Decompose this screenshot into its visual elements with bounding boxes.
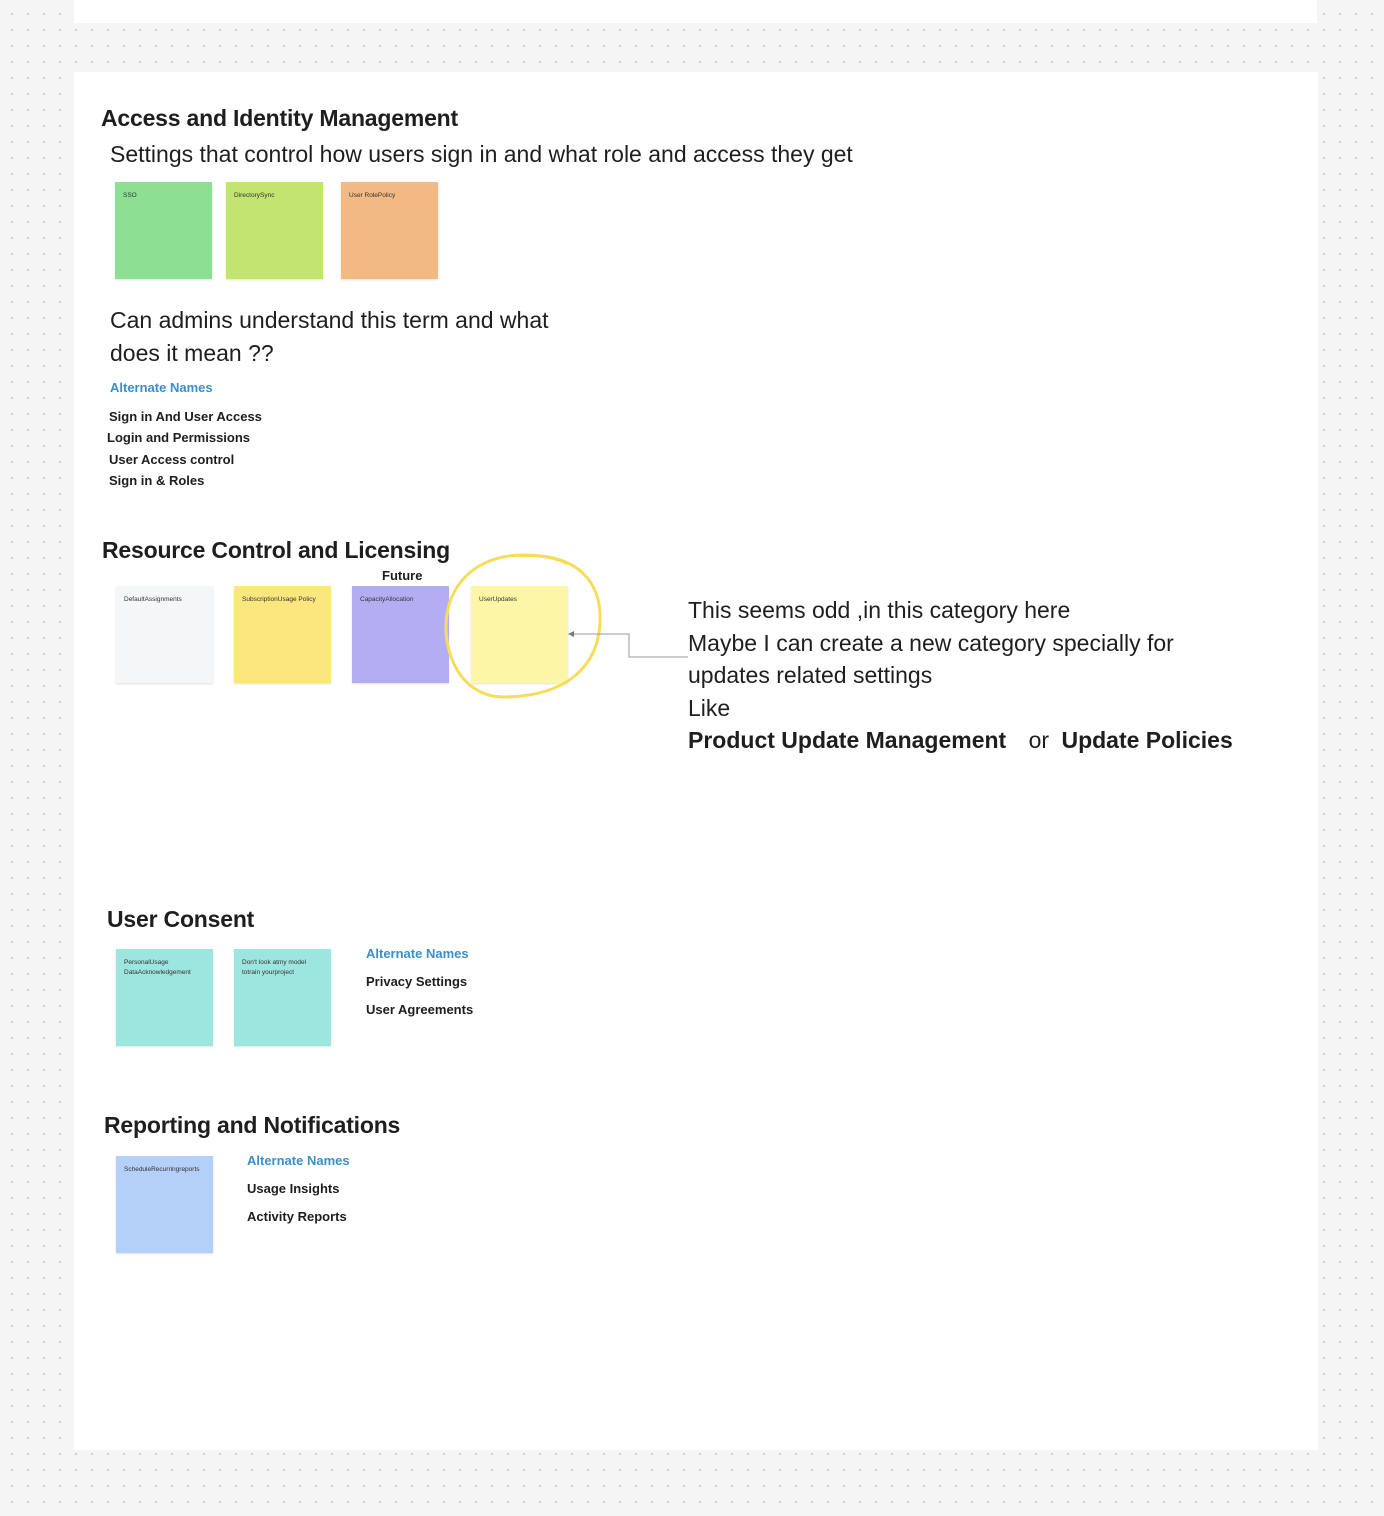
sticky-note-schedule-recurring-reports[interactable] — [116, 1156, 213, 1253]
section-title-resource: Resource Control and Licensing — [102, 537, 450, 563]
section-title-reporting: Reporting and Notifications — [104, 1112, 401, 1138]
sticky-label: Don't look atmy model totrain yourproject — [242, 959, 307, 976]
comment-line: Maybe I can create a new category specially for — [688, 629, 1174, 656]
sticky-label: SubscriptionUsage Policy — [242, 596, 316, 603]
sticky-label: DefaultAssignments — [124, 596, 182, 603]
comment-line: Like — [688, 694, 731, 721]
comment-line: This seems odd ,in this category here — [688, 597, 1071, 623]
question-text-line1: Can admins understand this term and what — [110, 307, 549, 333]
sticky-label: DirectorySync — [234, 192, 275, 199]
suggestion-update-policies: Update Policies — [1061, 727, 1233, 753]
sticky-label: CapacityAllocation — [360, 596, 414, 603]
sticky-note-personal-usage[interactable] — [116, 949, 213, 1046]
alternate-names-heading: Alternate Names — [247, 1153, 350, 1168]
alternate-names-heading: Alternate Names — [366, 946, 469, 961]
section-title-access: Access and Identity Management — [101, 105, 458, 131]
connector-line — [572, 634, 688, 657]
alternate-name-item: Usage Insights — [247, 1181, 340, 1196]
alternate-name-item: Sign in And User Access — [109, 409, 262, 424]
sticky-note-model-training-consent[interactable] — [234, 949, 331, 1046]
alternate-name-item: Login and Permissions — [107, 430, 251, 445]
suggestion-product-update-management: Product Update Management — [688, 727, 1007, 753]
future-label: Future — [382, 568, 423, 583]
alternate-name-item: Privacy Settings — [366, 974, 468, 989]
highlight-circle — [446, 555, 600, 697]
sticky-label: PersonalUsage DataAcknowledgement — [124, 959, 191, 976]
question-text-line2: does it mean ?? — [110, 340, 274, 366]
alternate-name-item: User Access control — [109, 452, 235, 467]
sticky-label: ScheduleRecurringreports — [124, 1166, 200, 1173]
sticky-label: SSO — [123, 192, 137, 199]
comment-suggestions — [688, 724, 1233, 757]
alternate-name-item: Sign in & Roles — [109, 473, 205, 488]
section-title-consent: User Consent — [107, 906, 255, 932]
comment-note[interactable] — [688, 594, 1233, 757]
sticky-label: User RolePolicy — [349, 192, 396, 199]
alternate-names-heading: Alternate Names — [110, 380, 213, 395]
arrow-head-icon — [568, 631, 574, 637]
alternate-name-item: User Agreements — [366, 1002, 474, 1017]
suggestion-or: or — [1028, 727, 1050, 753]
sticky-label: UserUpdates — [479, 596, 517, 603]
comment-line: updates related settings — [688, 662, 933, 688]
section-subtitle-access: Settings that control how users sign in and what role and access they get — [110, 141, 853, 167]
alternate-name-item: Activity Reports — [247, 1209, 347, 1224]
